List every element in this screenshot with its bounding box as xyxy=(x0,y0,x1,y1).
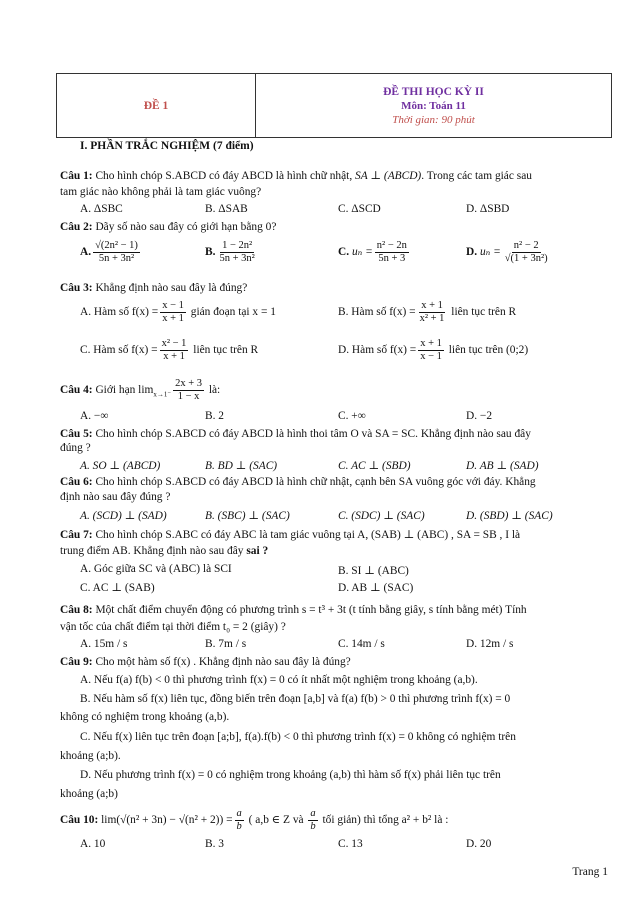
q8-label: Câu 8: xyxy=(60,604,93,616)
q6-text1: Cho hình chóp S.ABCD có đáy ABCD là hình chữ nhật, cạnh bên SA vuông góc với đáy. Khẳng xyxy=(92,476,536,488)
q8-option-b[interactable]: B. 7m / s xyxy=(205,638,247,650)
exam-info xyxy=(256,74,611,137)
section-title: I. PHẦN TRẮC NGHIỆM (7 điểm) xyxy=(80,140,254,152)
q3-b-fraction xyxy=(418,300,447,325)
q3-text: Khẳng định nào sau đây là đúng? xyxy=(92,282,248,294)
q3-label: Câu 3: xyxy=(60,282,93,294)
q1-line1 xyxy=(60,168,532,182)
q10-fraction-2 xyxy=(308,808,317,833)
q4-den: 1 − x xyxy=(177,391,200,402)
q4-sub: x→1⁻ xyxy=(153,390,172,399)
q2-b-fraction xyxy=(217,240,256,265)
q9-label: Câu 9: xyxy=(60,656,93,668)
q2-b-num: 1 − 2n² xyxy=(222,240,253,251)
q10-option-b[interactable]: B. 3 xyxy=(205,838,224,850)
q1-math: SA ⊥ (ABCD) xyxy=(355,170,422,182)
q4-fraction xyxy=(173,378,204,403)
q10-option-d[interactable]: D. 20 xyxy=(466,838,492,850)
q3-b-pre: B. Hàm số f(x) = xyxy=(338,306,416,319)
q5-option-a[interactable]: A. SO ⊥ (ABCD) xyxy=(80,460,161,472)
q3-option-a[interactable] xyxy=(80,300,276,325)
q3-d-post: liên tục trên (0;2) xyxy=(445,344,529,357)
q7-option-c[interactable]: C. AC ⊥ (SAB) xyxy=(80,582,155,594)
q9-option-b-line1[interactable]: B. Nếu hàm số f(x) liên tục, đồng biến trên đoạn [a,b] và f(a) f(b) > 0 thì phương trình f(x) = 0 xyxy=(80,693,511,705)
q8-option-a[interactable]: A. 15m / s xyxy=(80,638,128,650)
q6-option-d[interactable]: D. (SBD) ⊥ (SAC) xyxy=(466,510,553,522)
q8-option-d[interactable]: D. 12m / s xyxy=(466,638,514,650)
q7-text2a: trung điểm AB. Khẳng định nào sau đây xyxy=(60,545,247,557)
q10-text2: ( a,b ∈ Z và xyxy=(245,814,307,827)
q4-line xyxy=(60,378,220,403)
q1-text2: . Trong các tam giác sau xyxy=(421,170,532,182)
q10-num: a xyxy=(236,808,242,819)
q9-option-c-line1[interactable]: C. Nếu f(x) liên tục trên đoạn [a;b], f(a).f(b) < 0 thì phương trình f(x) = 0 không có nghiệm trên xyxy=(80,731,516,743)
q1-label: Câu 1: xyxy=(60,170,93,182)
q2-letter-c: C. xyxy=(338,246,350,259)
q4-text: Giới hạn lim xyxy=(92,384,154,397)
q2-option-c[interactable] xyxy=(338,240,411,265)
q4-option-b[interactable]: B. 2 xyxy=(205,410,224,422)
q4-num: 2x + 3 xyxy=(175,378,202,389)
q10-num-2: a xyxy=(310,808,316,819)
q2-option-b[interactable] xyxy=(205,240,259,265)
q7-option-a[interactable]: A. Góc giữa SC và (ABC) là SCI xyxy=(80,563,232,575)
q3-b-num: x + 1 xyxy=(421,300,443,311)
q7-label: Câu 7: xyxy=(60,529,93,541)
q9-option-d-line2[interactable]: khoảng (a;b) xyxy=(60,788,118,800)
q10-label: Câu 10: xyxy=(60,814,99,827)
q2-letter-b: B. xyxy=(205,246,216,259)
q3-option-d[interactable] xyxy=(338,338,528,363)
q4-post: là: xyxy=(205,384,221,397)
q2-letter-a: A. xyxy=(80,246,92,259)
page-number: Trang 1 xyxy=(572,866,608,878)
q1-option-b[interactable]: B. ΔSAB xyxy=(205,203,248,215)
q9-line xyxy=(60,656,351,668)
q4-label: Câu 4: xyxy=(60,384,93,397)
q9-text: Cho một hàm số f(x) . Khẳng định nào sau đây là đúng? xyxy=(92,656,351,668)
q3-option-c[interactable] xyxy=(80,338,258,363)
q3-line xyxy=(60,282,247,294)
q2-c-num: n² − 2n xyxy=(376,240,407,251)
q2-d-den: √(1 + 3n²) xyxy=(504,253,548,264)
q6-line2: định nào sau đây đúng ? xyxy=(60,491,171,503)
q5-option-b[interactable]: B. BD ⊥ (SAC) xyxy=(205,460,278,472)
q2-option-a[interactable] xyxy=(80,240,142,265)
exam-title: ĐỀ THI HỌC KỲ II xyxy=(383,85,484,98)
q2-d-fraction xyxy=(503,240,550,265)
q2-option-d[interactable] xyxy=(466,240,552,265)
q3-a-num: x − 1 xyxy=(162,300,184,311)
exam-subject: Môn: Toán 11 xyxy=(401,99,466,112)
q5-line1 xyxy=(60,428,531,440)
q10-option-a[interactable]: A. 10 xyxy=(80,838,106,850)
q10-den-2: b xyxy=(310,821,316,832)
q5-line2: đúng ? xyxy=(60,442,91,454)
q8-line1 xyxy=(60,604,527,616)
q7-line1 xyxy=(60,527,520,541)
q6-option-c[interactable]: C. (SDC) ⊥ (SAC) xyxy=(338,510,425,522)
q2-line xyxy=(60,221,276,233)
q1-option-c[interactable]: C. ΔSCD xyxy=(338,203,381,215)
q2-b-den: 5n + 3n² xyxy=(219,253,255,264)
q4-option-d[interactable]: D. −2 xyxy=(466,410,493,422)
q8-line2: vận tốc của chất điểm tại thời điểm t₀ = 2 (giây) ? xyxy=(60,621,286,633)
q7-text2b: sai ? xyxy=(246,545,269,557)
q10-line xyxy=(60,808,448,833)
q3-option-b[interactable] xyxy=(338,300,516,325)
q6-label: Câu 6: xyxy=(60,476,93,488)
q2-c-lhs: uₙ = xyxy=(351,246,373,259)
q3-d-num: x + 1 xyxy=(420,338,442,349)
q5-option-d[interactable]: D. AB ⊥ (SAD) xyxy=(466,460,539,472)
q2-text: Dãy số nào sau đây có giới hạn bằng 0? xyxy=(92,221,277,233)
q8-option-c[interactable]: C. 14m / s xyxy=(338,638,385,650)
q10-option-c[interactable]: C. 13 xyxy=(338,838,363,850)
q6-option-b[interactable]: B. (SBC) ⊥ (SAC) xyxy=(205,510,290,522)
q2-a-fraction xyxy=(93,240,140,265)
q3-a-pre: A. Hàm số f(x) = xyxy=(80,306,159,319)
q7-line2 xyxy=(60,545,268,557)
q2-letter-d: D. xyxy=(466,246,478,259)
q10-text3: tối giản) thì tổng a² + b² là : xyxy=(319,814,449,827)
q2-d-num: n² − 2 xyxy=(513,240,539,251)
q9-option-c-line2[interactable]: khoảng (a;b). xyxy=(60,750,121,762)
q2-a-num: √(2n² − 1) xyxy=(95,240,138,251)
q3-d-den: x − 1 xyxy=(420,351,442,362)
q2-c-den: 5n + 3 xyxy=(378,253,406,264)
q5-label: Câu 5: xyxy=(60,428,93,440)
q3-b-den: x² + 1 xyxy=(419,313,445,324)
q2-a-den: 5n + 3n² xyxy=(98,253,135,264)
q3-c-den: x + 1 xyxy=(163,351,185,362)
q3-d-fraction xyxy=(418,338,444,363)
exam-time: Thời gian: 90 phút xyxy=(392,113,475,126)
q6-option-a[interactable]: A. (SCD) ⊥ (SAD) xyxy=(80,510,167,522)
q3-a-post: gián đoạn tại x = 1 xyxy=(187,306,276,319)
q6-line1 xyxy=(60,476,536,488)
q9-option-b-line2[interactable]: không có nghiệm trong khoảng (a,b). xyxy=(60,711,230,723)
q2-c-fraction xyxy=(375,240,409,265)
q5-text1: Cho hình chóp S.ABCD có đáy ABCD là hình thoi tâm O và SA = SC. Khẳng định nào sau đây xyxy=(92,428,531,440)
q7-option-d[interactable]: D. AB ⊥ (SAC) xyxy=(338,582,414,594)
q5-option-c[interactable]: C. AC ⊥ (SBD) xyxy=(338,460,411,472)
q8-text1: Một chất điểm chuyển động có phương trình s = t³ + 3t (t tính bằng giây, s tính bằng mét) Tính xyxy=(92,604,527,616)
q10-fraction xyxy=(235,808,244,833)
q9-option-a[interactable]: A. Nếu f(a) f(b) < 0 thì phương trình f(x) = 0 có ít nhất một nghiệm trong khoảng (a,b). xyxy=(80,674,478,686)
q1-option-d[interactable]: D. ΔSBD xyxy=(466,203,510,215)
q1-line2: tam giác nào không phải là tam giác vuông? xyxy=(60,186,262,198)
q3-c-fraction xyxy=(160,338,189,363)
q2-label: Câu 2: xyxy=(60,221,93,233)
q3-c-num: x² − 1 xyxy=(161,338,187,349)
q3-b-post: liên tục trên R xyxy=(448,306,517,319)
q9-option-d-line1[interactable]: D. Nếu phương trình f(x) = 0 có nghiệm trong khoảng (a,b) thì hàm số f(x) phải liên tục trên xyxy=(80,769,501,781)
q3-a-den: x + 1 xyxy=(162,313,184,324)
q10-den: b xyxy=(236,821,242,832)
q7-option-b[interactable]: B. SI ⊥ (ABC) xyxy=(338,565,409,577)
exam-header-table xyxy=(56,73,612,138)
q2-d-lhs: uₙ = xyxy=(479,246,501,259)
q4-option-c[interactable]: C. +∞ xyxy=(338,410,366,422)
q10-text1: lim(√(n² + 3n) − √(n² + 2)) = xyxy=(98,814,233,827)
exam-code: ĐỀ 1 xyxy=(57,74,256,137)
q7-text1: Cho hình chóp S.ABC có đáy ABC là tam giác vuông tại A, (SAB) ⊥ (ABC) , SA = SB , I là xyxy=(92,529,521,541)
q1-text1: Cho hình chóp S.ABCD có đáy ABCD là hình chữ nhật, xyxy=(92,170,356,182)
q4-option-a[interactable]: A. −∞ xyxy=(80,410,109,422)
q3-a-fraction xyxy=(160,300,186,325)
q3-d-pre: D. Hàm số f(x) = xyxy=(338,344,417,357)
q3-c-post: liên tục trên R xyxy=(190,344,259,357)
q1-option-a[interactable]: A. ΔSBC xyxy=(80,203,123,215)
q3-c-pre: C. Hàm số f(x) = xyxy=(80,344,158,357)
